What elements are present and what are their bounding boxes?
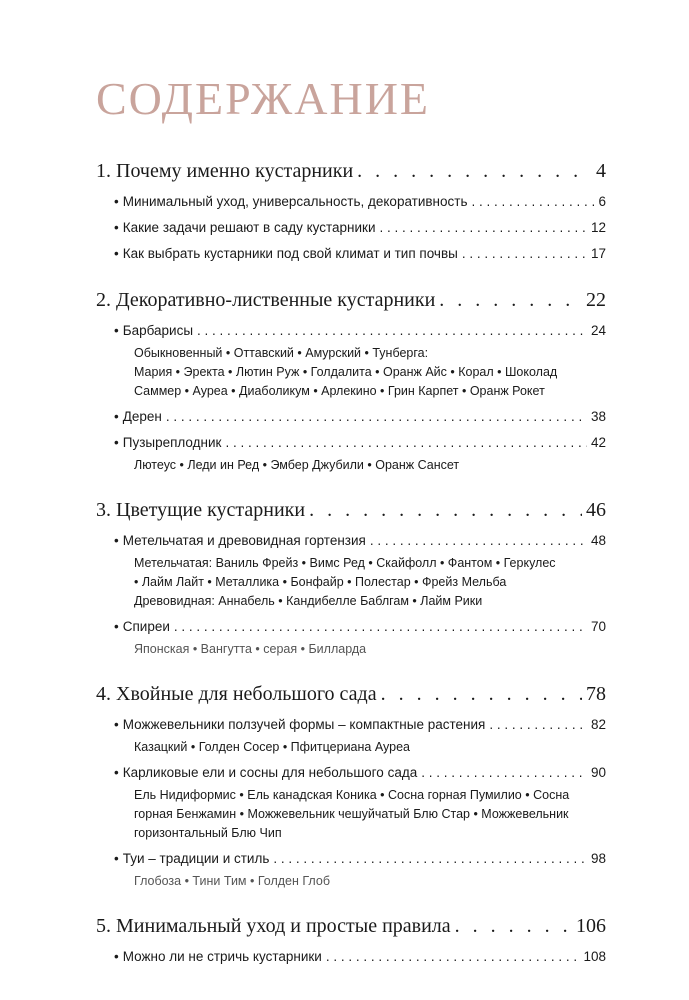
toc-entry <box>114 190 606 213</box>
entry-heading[interactable] <box>114 761 606 784</box>
bullet-icon: • <box>114 323 119 338</box>
toc-entry <box>114 713 606 757</box>
entry-page-number: 17 <box>590 246 606 261</box>
entry-heading[interactable] <box>114 847 606 870</box>
toc-entry <box>114 431 606 475</box>
entry-page-number: 48 <box>590 533 606 548</box>
entry-varieties <box>134 344 606 401</box>
bullet-icon: • <box>114 717 119 732</box>
dot-leader <box>421 761 587 784</box>
bullet-icon: • <box>114 246 119 261</box>
dot-leader <box>273 847 587 870</box>
chapter-title: 4. Хвойные для небольшого сада <box>96 683 377 705</box>
chapter-heading[interactable] <box>96 911 606 941</box>
entry-heading[interactable] <box>114 713 606 736</box>
entry-page-number: 108 <box>583 949 606 964</box>
entry-page-number: 24 <box>590 323 606 338</box>
bullet-icon: • <box>114 533 119 548</box>
variety-line: Метельчатая: Ваниль Фрейз • Вимс Ред • Скайфолл • Фантом • Геркулес <box>134 556 556 570</box>
toc-chapter <box>96 679 606 891</box>
toc-entry <box>114 242 606 265</box>
entry-title: Как выбрать кустарники под свой климат и тип почвы <box>122 246 458 261</box>
dot-leader <box>380 216 587 239</box>
variety-line: Казацкий • Голден Сосер • Пфитцериана Ауреа <box>134 740 410 754</box>
chapter-heading[interactable] <box>96 156 606 186</box>
entry-varieties <box>134 554 606 611</box>
variety-line: горная Бенжамин • Можжевельник чешуйчатый Блю Стар • Можжевельник <box>134 807 569 821</box>
entry-heading[interactable] <box>114 319 606 342</box>
toc-entry <box>114 945 606 968</box>
page-title: СОДЕРЖАНИЕ <box>96 73 431 124</box>
entry-page-number: 98 <box>590 851 606 866</box>
entry-title: Барбарисы <box>122 323 194 338</box>
variety-line: Лютеус • Леди ин Ред • Эмбер Джубили • Оранж Сансет <box>134 458 460 472</box>
entry-title: Спиреи <box>122 619 170 634</box>
bullet-icon: • <box>114 194 119 209</box>
entry-heading[interactable] <box>114 529 606 552</box>
entry-heading[interactable] <box>114 615 606 638</box>
entry-heading[interactable] <box>114 190 606 213</box>
bullet-icon: • <box>114 949 119 964</box>
dot-leader <box>309 495 582 525</box>
dot-leader <box>370 529 587 552</box>
dot-leader <box>357 156 592 186</box>
entry-page-number: 6 <box>598 194 606 209</box>
entry-page-number: 90 <box>590 765 606 780</box>
entry-title: Дерен <box>122 409 162 424</box>
chapter-page-number: 106 <box>576 915 606 937</box>
chapter-heading[interactable] <box>96 285 606 315</box>
entry-title: Можно ли не стричь кустарники <box>122 949 322 964</box>
variety-line: Японская • Вангутта • серая • Билларда <box>134 642 367 656</box>
dot-leader <box>462 242 587 265</box>
entry-title: Метельчатая и древовидная гортензия <box>122 533 366 548</box>
entry-page-number: 82 <box>590 717 606 732</box>
entry-varieties <box>134 640 606 659</box>
entry-varieties <box>134 786 606 843</box>
entry-page-number: 42 <box>590 435 606 450</box>
chapter-heading[interactable] <box>96 679 606 709</box>
entry-page-number: 38 <box>590 409 606 424</box>
variety-line: Саммер • Ауреа • Диаболикум • Арлекино • Грин Карпет • Оранж Рокет <box>134 384 545 398</box>
dot-leader <box>326 945 580 968</box>
chapter-heading[interactable] <box>96 495 606 525</box>
entry-heading[interactable] <box>114 945 606 968</box>
dot-leader <box>166 405 587 428</box>
toc-entry <box>114 761 606 843</box>
bullet-icon: • <box>114 409 119 424</box>
table-of-contents <box>96 156 606 988</box>
toc-chapter <box>96 156 606 265</box>
toc-chapter <box>96 285 606 475</box>
variety-line: Древовидная: Аннабель • Кандибелле Баблгам • Лайм Рики <box>134 594 483 608</box>
entry-varieties <box>134 872 606 891</box>
dot-leader <box>472 190 595 213</box>
toc-chapter <box>96 911 606 968</box>
dot-leader <box>225 431 587 454</box>
chapter-title: 3. Цветущие кустарники <box>96 499 306 521</box>
entry-title: Можжевельники ползучей формы – компактные растения <box>122 717 486 732</box>
entry-varieties <box>134 456 606 475</box>
entry-title: Минимальный уход, универсальность, декоративность <box>122 194 468 209</box>
variety-line: горизонтальный Блю Чип <box>134 826 282 840</box>
bullet-icon: • <box>114 435 119 450</box>
variety-line: Обыкновенный • Оттавский • Амурский • Тунберга: <box>134 346 429 360</box>
entry-heading[interactable] <box>114 242 606 265</box>
entry-varieties <box>134 738 606 757</box>
toc-entry <box>114 319 606 401</box>
variety-line: Глобоза • Тини Тим • Голден Глоб <box>134 874 330 888</box>
chapter-title: 1. Почему именно кустарники <box>96 160 354 182</box>
entry-title: Карликовые ели и сосны для небольшого сада <box>122 765 418 780</box>
variety-line: • Лайм Лайт • Металлика • Бонфайр • Полестар • Фрейз Мельба <box>134 575 507 589</box>
bullet-icon: • <box>114 220 119 235</box>
chapter-page-number: 46 <box>586 499 606 521</box>
toc-entry <box>114 216 606 239</box>
dot-leader <box>439 285 582 315</box>
chapter-page-number: 4 <box>596 160 606 182</box>
entry-heading[interactable] <box>114 216 606 239</box>
toc-chapter <box>96 495 606 659</box>
chapter-title: 5. Минимальный уход и простые правила <box>96 915 451 937</box>
entry-heading[interactable] <box>114 405 606 428</box>
toc-entry <box>114 615 606 659</box>
toc-entry <box>114 529 606 611</box>
dot-leader <box>174 615 587 638</box>
dot-leader <box>489 713 587 736</box>
entry-page-number: 70 <box>590 619 606 634</box>
bullet-icon: • <box>114 851 119 866</box>
bullet-icon: • <box>114 619 119 634</box>
entry-title: Какие задачи решают в саду кустарники <box>122 220 376 235</box>
variety-line: Ель Нидиформис • Ель канадская Коника • Сосна горная Пумилио • Сосна <box>134 788 570 802</box>
entry-title: Туи – традиции и стиль <box>122 851 270 866</box>
variety-line: Мария • Эректа • Лютин Руж • Голдалита • Оранж Айс • Корал • Шоколад <box>134 365 558 379</box>
bullet-icon: • <box>114 765 119 780</box>
dot-leader <box>381 679 582 709</box>
toc-entry <box>114 405 606 428</box>
entry-heading[interactable] <box>114 431 606 454</box>
dot-leader <box>455 911 572 941</box>
entry-title: Пузыреплодник <box>122 435 222 450</box>
chapter-page-number: 78 <box>586 683 606 705</box>
chapter-page-number: 22 <box>586 289 606 311</box>
dot-leader <box>197 319 587 342</box>
chapter-title: 2. Декоративно-лиственные кустарники <box>96 289 436 311</box>
toc-entry <box>114 847 606 891</box>
entry-page-number: 12 <box>590 220 606 235</box>
